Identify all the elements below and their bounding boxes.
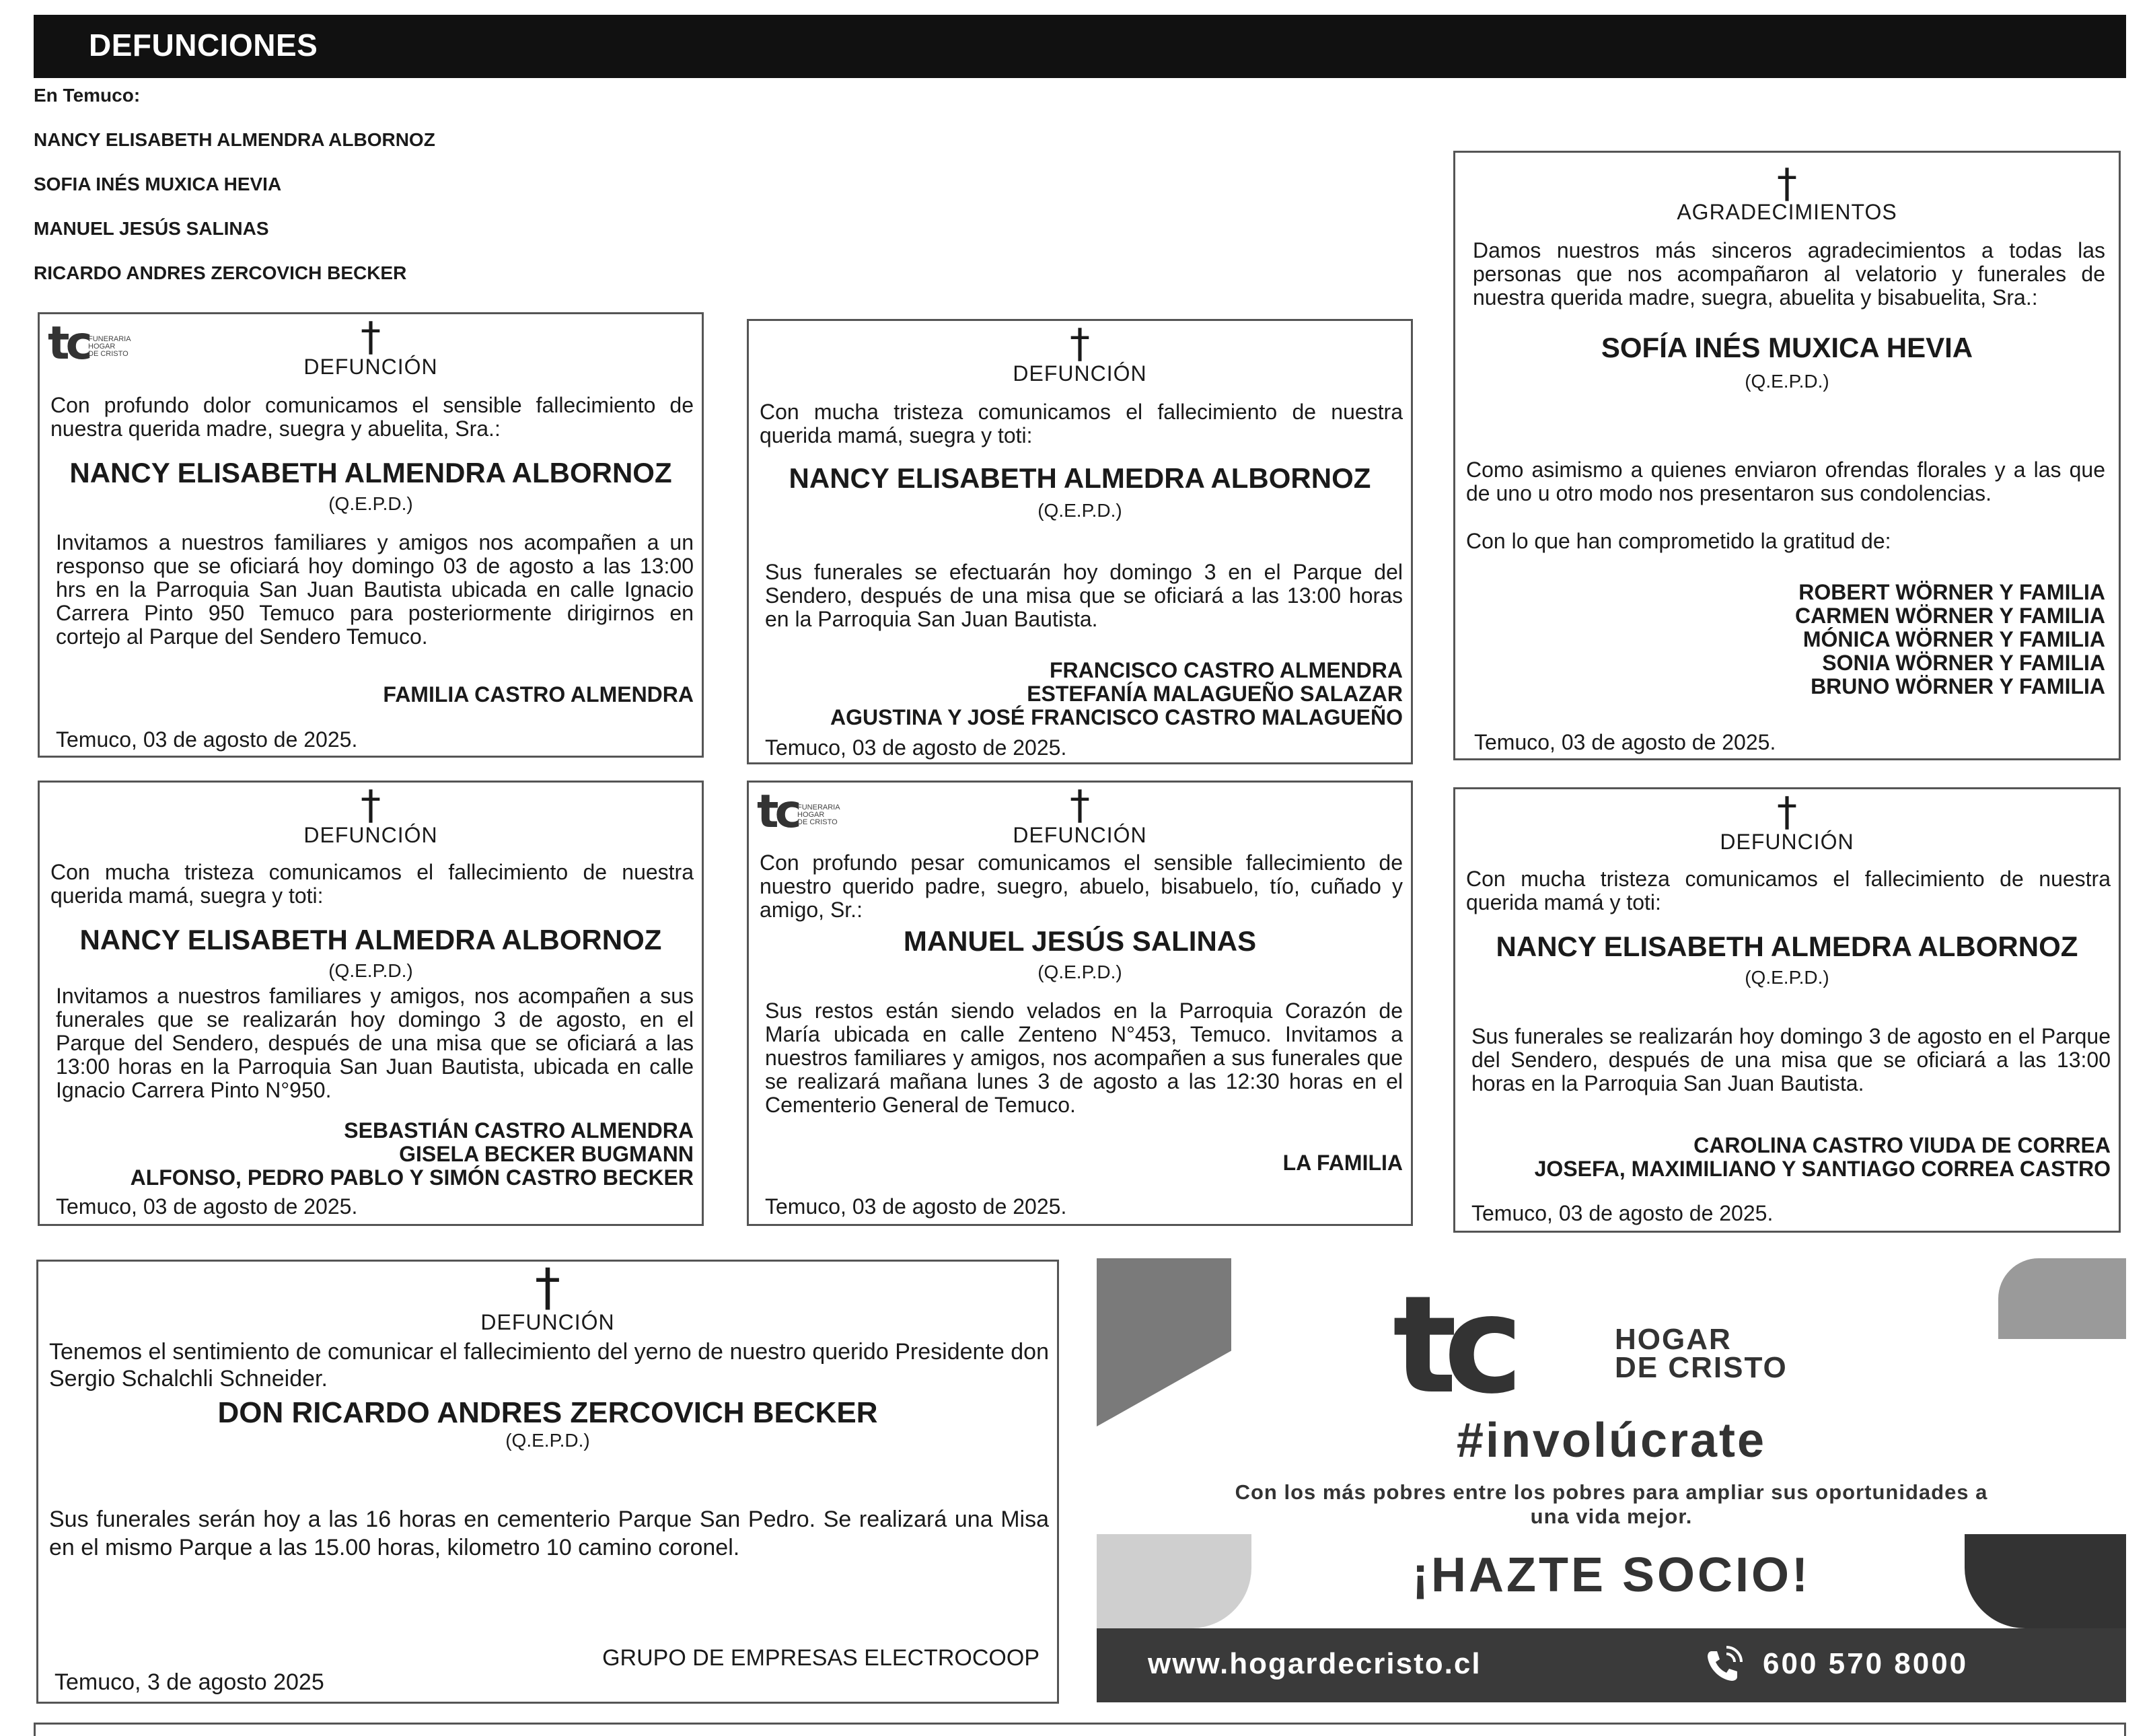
decor-shape bbox=[1097, 1258, 1231, 1426]
notice-intro: Con profundo dolor comunicamos el sensible fallecimiento de nuestra querida madre, suegra y abuelita, Sra.: bbox=[50, 393, 694, 441]
notice-qepd: (Q.E.P.D.) bbox=[505, 1430, 590, 1451]
notice-kind: DEFUNCIÓN bbox=[1720, 830, 1854, 854]
notice-deceased-name: DON RICARDO ANDRES ZERCOVICH BECKER bbox=[217, 1396, 878, 1429]
notice-signers: SEBASTIÁN CASTRO ALMENDRA GISELA BECKER BUGMANN ALFONSO, PEDRO PABLO Y SIMÓN CASTRO BECKER bbox=[130, 1118, 694, 1190]
notice-deceased-name: NANCY ELISABETH ALMEDRA ALBORNOZ bbox=[1496, 931, 2078, 962]
phone-icon bbox=[1702, 1644, 1743, 1685]
notice-date: Temuco, 03 de agosto de 2025. bbox=[765, 735, 1067, 760]
notice-qepd: (Q.E.P.D.) bbox=[1745, 967, 1829, 988]
notice-intro: Con mucha tristeza comunicamos el fallecimiento de nuestra querida mamá, suegra y toti: bbox=[50, 860, 694, 908]
notice-date: Temuco, 03 de agosto de 2025. bbox=[1471, 1201, 1774, 1225]
notice-deceased-name: NANCY ELISABETH ALMEDRA ALBORNOZ bbox=[789, 462, 1371, 494]
notice-qepd: (Q.E.P.D.) bbox=[1037, 500, 1122, 521]
notice-body: Sus restos están siendo velados en la Parroquia Corazón de María ubicada en calle Zenteno N°453, Temuco. Invitamos a nuestros familiares y amigos, nos acompañen a sus funerales que se realizará mañana lunes 3 de agosto a las 12:30 horas en el Cementerio General de Temuco. bbox=[765, 999, 1403, 1117]
notice-qepd: (Q.E.P.D.) bbox=[328, 960, 413, 981]
notice-intro: Tenemos el sentimiento de comunicar el fallecimiento del yerno de nuestro querido Presidente don Sergio Schalchli Schneider. bbox=[49, 1339, 1049, 1391]
decor-shape bbox=[1998, 1258, 2126, 1339]
cross-icon: † bbox=[361, 782, 381, 829]
notice-deceased-name: SOFÍA INÉS MUXICA HEVIA bbox=[1601, 332, 1973, 363]
notice-deceased-name: NANCY ELISABETH ALMEDRA ALBORNOZ bbox=[79, 924, 662, 955]
cross-icon: † bbox=[1777, 160, 1797, 207]
notice-date: Temuco, 3 de agosto 2025 bbox=[54, 1669, 324, 1695]
deceased-name-4: RICARDO ANDRES ZERCOVICH BECKER bbox=[34, 262, 407, 283]
ad-url[interactable]: www.hogardecristo.cl bbox=[1148, 1647, 1482, 1680]
notice-date: Temuco, 03 de agosto de 2025. bbox=[1474, 730, 1776, 754]
notice-card-6 bbox=[1453, 787, 2121, 1233]
notice-date: Temuco, 03 de agosto de 2025. bbox=[765, 1194, 1067, 1219]
cross-icon: † bbox=[1070, 782, 1090, 829]
notice-body: Sus funerales se efectuarán hoy domingo 3 en el Parque del Sendero, después de una misa que se oficiará a las 13:00 horas en la Parroquia San Juan Bautista. bbox=[765, 560, 1403, 631]
notice-card-7 bbox=[36, 1257, 1059, 1704]
notice-card-1 bbox=[38, 312, 704, 758]
notice-intro: Con profundo pesar comunicamos el sensible fallecimiento de nuestro querido padre, suegro, abuelo, bisabuelo, tío, cuñado y amigo, Sr.: bbox=[760, 851, 1403, 922]
notice-body: Sus funerales serán hoy a las 16 horas en cementerio Parque San Pedro. Se realizará una Misa en el mismo Parque a las 15.00 horas, kilometro 10 camino coronel. bbox=[49, 1507, 1049, 1560]
notice-signers: FRANCISCO CASTRO ALMENDRA ESTEFANÍA MALAGUEÑO SALAZAR AGUSTINA Y JOSÉ FRANCISCO CASTRO MALAGUEÑO bbox=[830, 658, 1403, 729]
ad-phone[interactable]: 600 570 8000 bbox=[1763, 1647, 1969, 1680]
notice-body: Invitamos a nuestros familiares y amigos, nos acompañen a sus funerales que se realizarán hoy domingo 3 de agosto, en el Parque del Sendero, después de una misa que se oficiará a las 13:00 horas en la Parroquia San Juan Bautista, ubicada en calle Ignacio Carrera Pinto N°950. bbox=[56, 984, 694, 1102]
ad-hashtag: #involúcrate bbox=[1456, 1414, 1767, 1468]
notice-signers: GRUPO DE EMPRESAS ELECTROCOOP bbox=[602, 1645, 1039, 1671]
hogar-logo-text: HOGAR DE CRISTO bbox=[1615, 1323, 1788, 1384]
ad-cta: ¡HAZTE SOCIO! bbox=[1412, 1548, 1811, 1602]
notice-intro: Con mucha tristeza comunicamos el fallecimiento de nuestra querida mamá, suegra y toti: bbox=[760, 400, 1403, 447]
ad-tagline: Con los más pobres entre los pobres para ampliar sus oportunidades a una vida mejor. bbox=[1235, 1480, 1988, 1528]
location-label: En Temuco: bbox=[34, 85, 141, 106]
notice-signers: FAMILIA CASTRO ALMENDRA bbox=[383, 682, 694, 707]
notice-kind: AGRADECIMIENTOS bbox=[1677, 200, 1897, 224]
notice-deceased-name: NANCY ELISABETH ALMENDRA ALBORNOZ bbox=[69, 457, 672, 489]
notice-body: Sus funerales se realizarán hoy domingo 3 de agosto en el Parque del Sendero, después de una misa que se oficiará a las 13:00 horas en la Parroquia San Juan Bautista. bbox=[1471, 1024, 2111, 1095]
cross-icon: † bbox=[1777, 789, 1797, 836]
deceased-name-3: MANUEL JESÚS SALINAS bbox=[34, 218, 269, 239]
section-header bbox=[34, 15, 2126, 78]
hogar-logo-mark: tc bbox=[1393, 1267, 1510, 1424]
notice-kind: DEFUNCIÓN bbox=[480, 1310, 615, 1334]
notice-qepd: (Q.E.P.D.) bbox=[328, 493, 413, 514]
hogar-de-cristo-ad bbox=[1097, 1258, 2126, 1702]
notice-kind: DEFUNCIÓN bbox=[1013, 823, 1147, 847]
notice-body: Invitamos a nuestros familiares y amigos nos acompañen a un responso que se oficiará hoy domingo 03 de agosto a las 13:00 hrs en la Parroquia San Juan Bautista ubicada en calle Ignacio Carrera Pinto 950 Temuco para posteriormente dirigirnos en cortejo al Parque del Sendero Temuco. bbox=[56, 530, 694, 649]
notice-card-2 bbox=[747, 319, 1413, 764]
notice-qepd: (Q.E.P.D.) bbox=[1745, 371, 1829, 392]
notice-signers: CAROLINA CASTRO VIUDA DE CORREA JOSEFA, MAXIMILIANO Y SANTIAGO CORREA CASTRO bbox=[1534, 1133, 2111, 1181]
notice-body: Como asimismo a quienes enviaron ofrendas florales y a las que de uno u otro modo nos presentaron sus condolencias. bbox=[1466, 458, 2105, 505]
notice-card-3 bbox=[1453, 151, 2121, 760]
deceased-name-1: NANCY ELISABETH ALMENDRA ALBORNOZ bbox=[34, 129, 435, 150]
notice-card-5 bbox=[747, 781, 1413, 1226]
notice-kind: DEFUNCIÓN bbox=[303, 823, 438, 847]
funeraria-logo: tc FUNERARIA HOGAR DE CRISTO bbox=[48, 317, 131, 370]
section-title: DEFUNCIONES bbox=[89, 28, 318, 63]
notice-qepd: (Q.E.P.D.) bbox=[1037, 962, 1122, 982]
cross-icon: † bbox=[535, 1257, 560, 1317]
notice-card-4 bbox=[38, 781, 704, 1226]
deceased-name-2: SOFIA INÉS MUXICA HEVIA bbox=[34, 174, 282, 194]
cross-icon: † bbox=[1070, 320, 1090, 367]
ad-contact-bar bbox=[1097, 1628, 2126, 1702]
funeraria-logo: tc FUNERARIA HOGAR DE CRISTO bbox=[757, 785, 840, 838]
notice-kind: DEFUNCIÓN bbox=[1013, 361, 1147, 386]
notice-date: Temuco, 03 de agosto de 2025. bbox=[56, 1194, 358, 1219]
notice-intro: Con mucha tristeza comunicamos el fallecimiento de nuestra querida mamá y toti: bbox=[1466, 867, 2111, 914]
notice-signers: ROBERT WÖRNER Y FAMILIA CARMEN WÖRNER Y FAMILIA MÓNICA WÖRNER Y FAMILIA SONIA WÖRNER Y FAMILIA BRUNO WÖRNER Y FAMILIA bbox=[1794, 580, 2105, 698]
notice-signers: LA FAMILIA bbox=[1282, 1151, 1403, 1175]
cross-icon: † bbox=[361, 314, 381, 361]
notice-date: Temuco, 03 de agosto de 2025. bbox=[56, 727, 358, 752]
next-section-border bbox=[34, 1723, 2126, 1736]
notice-kind: DEFUNCIÓN bbox=[303, 355, 438, 379]
notice-intro: Damos nuestros más sinceros agradecimientos a todas las personas que nos acompañaron al velatorio y funerales de nuestra querida madre, suegra, abuelita y bisabuelita, Sra.: bbox=[1473, 238, 2105, 310]
notice-body-2: Con lo que han comprometido la gratitud de: bbox=[1466, 529, 1891, 553]
notice-deceased-name: MANUEL JESÚS SALINAS bbox=[903, 925, 1257, 957]
